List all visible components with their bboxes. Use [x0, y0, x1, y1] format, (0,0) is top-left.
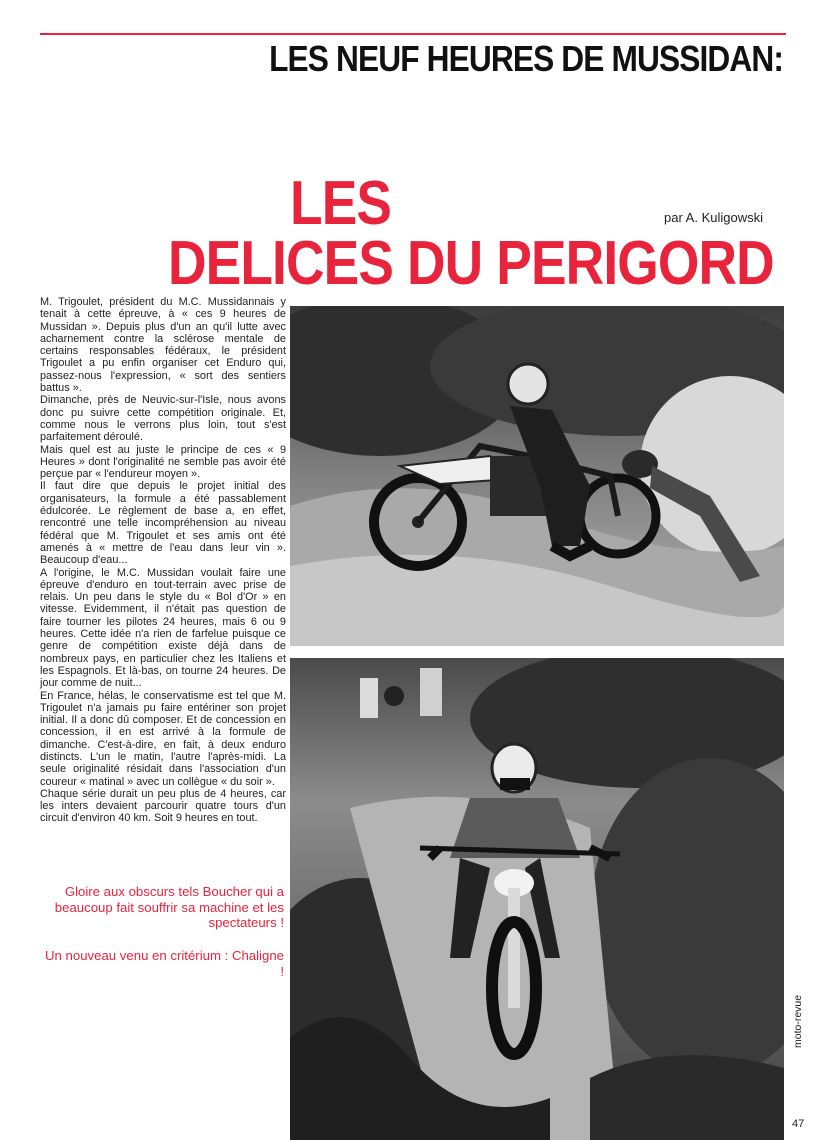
pullquote-chaligne: Un nouveau venu en critérium : Chaligne ! [45, 948, 284, 979]
paragraph: Dimanche, près de Neuvic-sur-l'Isle, nous avons donc pu suivre cette compétition originale. Et, comme nous le verrons plus loin, tout s'est parfaitement déroulé. [40, 394, 286, 444]
byline: par A. Kuligowski [664, 210, 763, 225]
paragraph: En France, hélas, le conservatisme est tel que M. Trigoulet n'a jamais pu faire entériner son projet initial. Il a donc dû composer. Et de concession en concession, il en est arrivé à la formule de dimanche. C'est-à-dire, en fait, à deux enduro distincts. L'un le matin, l'autre l'après-midi. La seule originalité résidait dans l'association d'un coureur « matinal » avec un collègue « du soir ». [40, 689, 286, 788]
article-body [40, 296, 286, 825]
paragraph: Mais quel est au juste le principe de ces « 9 Heures » dont l'originalité ne semble pas avoir été perçue par « l'endureur moyen ». [40, 443, 286, 481]
page-number: 47 [792, 1118, 805, 1130]
headline-line-1: LES [290, 169, 392, 238]
section-kicker: LES NEUF HEURES DE MUSSIDAN: [269, 38, 783, 79]
headline-line-2: DELICES DU PERIGORD [168, 229, 774, 298]
paragraph: Il faut dire que depuis le projet initial des organisateurs, la formule a été passablement édulcorée. Le règlement de base a, en effet, rencontré une telle incompréhension au niveau fédéral que M. Trigoulet et ses amis ont été amenés à « mettre de l'eau dans leur vin ». Beaucoup d'eau... [40, 480, 286, 567]
paragraph: M. Trigoulet, président du M.C. Mussidannais y tenait à cette épreuve, à « ces 9 heures de Mussidan ». Depuis plus d'un an qu'il lutte avec acharnement contre la sclérose mentale de certains responsables fédéraux, le président Trigoulet a pu enfin organiser cet Enduro qui, passez-nous l'expression, « sort des sentiers battus ». [40, 296, 286, 395]
photo-rider-pushing-motorcycle [290, 306, 784, 646]
header-rule [40, 33, 786, 35]
photo-rider-on-trail [290, 658, 784, 1140]
paragraph: A l'origine, le M.C. Mussidan voulait faire une épreuve d'enduro en tout-terrain avec prise de relais. Un peu dans le style du « Bol d'Or » en vitesse. Evidemment, il n'était pas question de faire tourner les pilotes 24 heures, mais 6 ou 9 heures. Cette idée n'a rien de farfelue puisque ce genre de compétition existe déjà dans de nombreux pays, en particulier chez les Italiens et les Espagnols. Et là-bas, on tourne 24 heures. De jour comme de nuit... [40, 566, 286, 690]
paragraph: Chaque série durait un peu plus de 4 heures, car les inters devaient parcourir quatre tours d'un circuit d'environ 40 km. Soit 9 heures en tout. [40, 787, 286, 825]
pullquote-boucher: Gloire aux obscurs tels Boucher qui a beaucoup fait souffrir sa machine et les spectateurs ! [54, 884, 284, 930]
magazine-name-vertical: moto-revue [792, 994, 804, 1048]
